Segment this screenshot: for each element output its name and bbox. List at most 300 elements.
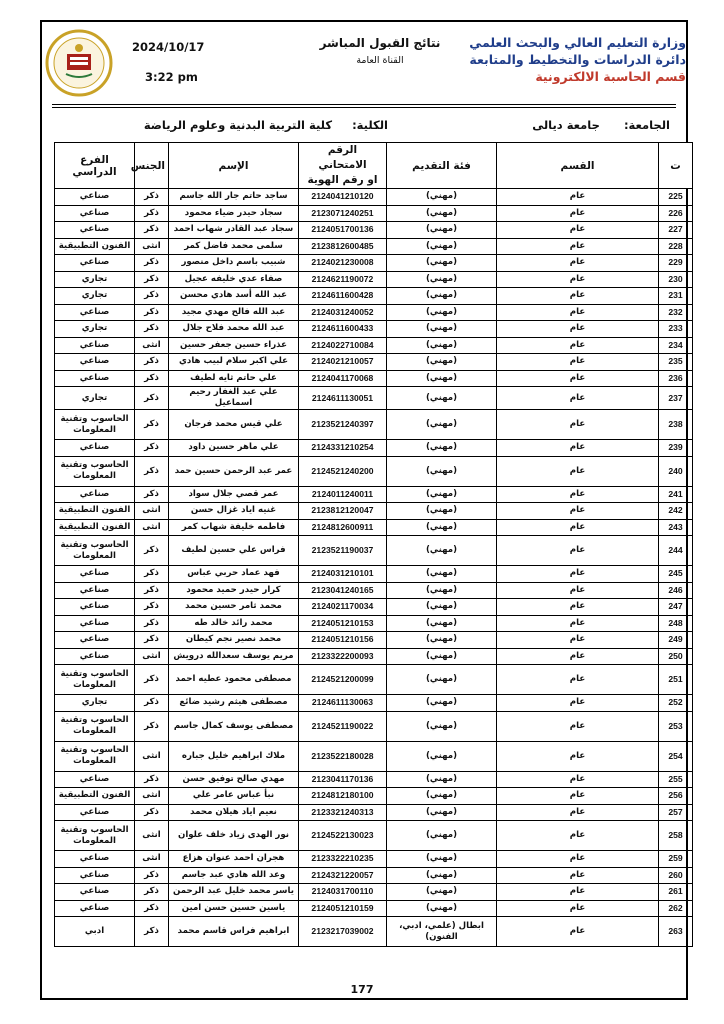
- cell-name: عمر قصي جلال سواد: [169, 486, 299, 503]
- table-row: [55, 189, 693, 206]
- cell-num: 233: [659, 321, 693, 338]
- cell-dept: عام: [497, 711, 659, 741]
- cell-dept: عام: [497, 741, 659, 771]
- cell-name: هجران احمد عنوان هزاع: [169, 851, 299, 868]
- cell-name: عذراء حسين جعفر حسين: [169, 337, 299, 354]
- col-header-dept: القسم: [497, 143, 659, 189]
- cell-branch: الحاسوب وتقنية المعلومات: [55, 665, 135, 695]
- cell-name: نور الهدى زياد خلف علوان: [169, 821, 299, 851]
- table-row: [55, 821, 693, 851]
- cell-name: غنيه اياد غزال حسن: [169, 503, 299, 520]
- cell-exam: 2124051700136: [299, 222, 387, 239]
- table-row: [55, 304, 693, 321]
- table-row: [55, 566, 693, 583]
- cell-num: 229: [659, 255, 693, 272]
- cell-branch: صناعي: [55, 615, 135, 632]
- cell-branch: صناعي: [55, 354, 135, 371]
- cell-gender: ذكر: [135, 884, 169, 901]
- cell-exam: 2124812600911: [299, 519, 387, 536]
- cell-name: مصطفى يوسف كمال جاسم: [169, 711, 299, 741]
- cell-name: سجاد حيدر ضياء محمود: [169, 205, 299, 222]
- document-title: نتائج القبول المباشر: [319, 36, 441, 50]
- cell-category: (مهني): [387, 582, 497, 599]
- cell-category: (مهني): [387, 387, 497, 410]
- cell-num: 252: [659, 695, 693, 712]
- cell-branch: صناعي: [55, 440, 135, 457]
- cell-branch: صناعي: [55, 804, 135, 821]
- cell-gender: انثى: [135, 503, 169, 520]
- cell-branch: صناعي: [55, 304, 135, 321]
- table-row: [55, 632, 693, 649]
- cell-branch: الفنون التطبيقية: [55, 519, 135, 536]
- cell-exam: 2124041210120: [299, 189, 387, 206]
- cell-category: (مهني): [387, 486, 497, 503]
- cell-dept: عام: [497, 632, 659, 649]
- university-label: الجامعة:: [623, 118, 670, 132]
- cell-category: (مهني): [387, 821, 497, 851]
- table-row: [55, 788, 693, 805]
- cell-dept: عام: [497, 354, 659, 371]
- table-row: [55, 884, 693, 901]
- cell-dept: عام: [497, 884, 659, 901]
- table-row: [55, 615, 693, 632]
- cell-category: (مهني): [387, 711, 497, 741]
- cell-num: 255: [659, 771, 693, 788]
- cell-dept: عام: [497, 503, 659, 520]
- ministry-header: [456, 34, 686, 85]
- cell-category: (مهني): [387, 238, 497, 255]
- cell-name: مصطفى محمود عطيه احمد: [169, 665, 299, 695]
- cell-gender: انثى: [135, 238, 169, 255]
- table-row: [55, 271, 693, 288]
- cell-branch: صناعي: [55, 648, 135, 665]
- cell-branch: تجاري: [55, 288, 135, 305]
- cell-name: فاطمه خليفة شهاب كمر: [169, 519, 299, 536]
- cell-category: (مهني): [387, 665, 497, 695]
- cell-exam: 2124021210057: [299, 354, 387, 371]
- cell-exam: 2124611600433: [299, 321, 387, 338]
- cell-exam: 2124022710084: [299, 337, 387, 354]
- cell-category: (مهني): [387, 741, 497, 771]
- cell-name: مهدي صالح توفيق حسن: [169, 771, 299, 788]
- cell-exam: 2124021170034: [299, 599, 387, 616]
- cell-dept: عام: [497, 304, 659, 321]
- cell-category: (مهني): [387, 804, 497, 821]
- table-row: [55, 582, 693, 599]
- cell-branch: صناعي: [55, 632, 135, 649]
- cell-num: 261: [659, 884, 693, 901]
- cell-category: (مهني): [387, 337, 497, 354]
- table-row: [55, 503, 693, 520]
- cell-num: 263: [659, 917, 693, 947]
- cell-name: علي قيس محمد فرجان: [169, 410, 299, 440]
- cell-name: عبد الله أسد هادي محسن: [169, 288, 299, 305]
- university-field: [532, 118, 670, 132]
- table-row: [55, 648, 693, 665]
- cell-num: 235: [659, 354, 693, 371]
- table-row: [55, 771, 693, 788]
- cell-dept: عام: [497, 566, 659, 583]
- cell-name: شبيب باسم داخل منصور: [169, 255, 299, 272]
- cell-gender: ذكر: [135, 354, 169, 371]
- channel-label: القناة العامة: [356, 55, 404, 66]
- cell-num: 234: [659, 337, 693, 354]
- college-value: كلية التربية البدنية وعلوم الرياضة: [143, 118, 333, 132]
- college-label: الكلية:: [352, 118, 388, 132]
- cell-branch: الحاسوب وتقنية المعلومات: [55, 456, 135, 486]
- cell-category: (مهني): [387, 599, 497, 616]
- cell-num: 246: [659, 582, 693, 599]
- table-row: [55, 851, 693, 868]
- cell-category: (مهني): [387, 632, 497, 649]
- cell-num: 247: [659, 599, 693, 616]
- cell-gender: ذكر: [135, 205, 169, 222]
- table-row: [55, 288, 693, 305]
- table-row: [55, 440, 693, 457]
- cell-dept: عام: [497, 900, 659, 917]
- table-row: [55, 519, 693, 536]
- cell-dept: عام: [497, 440, 659, 457]
- col-header-category: فئة التقديم: [387, 143, 497, 189]
- cell-exam: 2124611130063: [299, 695, 387, 712]
- cell-dept: عام: [497, 917, 659, 947]
- cell-gender: ذكر: [135, 771, 169, 788]
- ministry-logo: [44, 28, 114, 98]
- cell-branch: صناعي: [55, 771, 135, 788]
- cell-exam: 2124521190022: [299, 711, 387, 741]
- cell-branch: ادبي: [55, 917, 135, 947]
- cell-exam: 2124611600428: [299, 288, 387, 305]
- cell-dept: عام: [497, 867, 659, 884]
- cell-category: (مهني): [387, 503, 497, 520]
- cell-branch: تجاري: [55, 695, 135, 712]
- cell-branch: تجاري: [55, 387, 135, 410]
- cell-num: 242: [659, 503, 693, 520]
- cell-gender: انثى: [135, 741, 169, 771]
- table-row: [55, 536, 693, 566]
- cell-gender: ذكر: [135, 599, 169, 616]
- cell-gender: انثى: [135, 519, 169, 536]
- col-header-name: الإسم: [169, 143, 299, 189]
- cell-branch: الحاسوب وتقنية المعلومات: [55, 410, 135, 440]
- table-row: [55, 205, 693, 222]
- cell-name: كرار حيدر حميد محمود: [169, 582, 299, 599]
- cell-category: (مهني): [387, 222, 497, 239]
- cell-num: 236: [659, 370, 693, 387]
- cell-category: (مهني): [387, 271, 497, 288]
- cell-category: (مهني): [387, 440, 497, 457]
- cell-gender: ذكر: [135, 711, 169, 741]
- cell-exam: 2124331210254: [299, 440, 387, 457]
- cell-category: (مهني): [387, 788, 497, 805]
- cell-num: 243: [659, 519, 693, 536]
- cell-dept: عام: [497, 205, 659, 222]
- cell-gender: ذكر: [135, 387, 169, 410]
- table-row: [55, 804, 693, 821]
- cell-num: 237: [659, 387, 693, 410]
- cell-name: صفاء عدي خليفه عجيل: [169, 271, 299, 288]
- cell-branch: صناعي: [55, 599, 135, 616]
- cell-gender: ذكر: [135, 304, 169, 321]
- col-header-branch: الفرع الدراسي: [55, 143, 135, 189]
- cell-exam: 2123521190037: [299, 536, 387, 566]
- cell-dept: عام: [497, 486, 659, 503]
- cell-dept: عام: [497, 370, 659, 387]
- cell-num: 245: [659, 566, 693, 583]
- cell-exam: 2124521240200: [299, 456, 387, 486]
- table-row: [55, 222, 693, 239]
- cell-num: 260: [659, 867, 693, 884]
- cell-exam: 2124812180100: [299, 788, 387, 805]
- cell-exam: 2124522130023: [299, 821, 387, 851]
- page-number: 177: [350, 983, 374, 996]
- cell-exam: 2124021230008: [299, 255, 387, 272]
- cell-dept: عام: [497, 321, 659, 338]
- cell-gender: ذكر: [135, 695, 169, 712]
- cell-dept: عام: [497, 615, 659, 632]
- cell-category: (مهني): [387, 851, 497, 868]
- cell-gender: ذكر: [135, 900, 169, 917]
- cell-name: محمد ثامر حسين محمد: [169, 599, 299, 616]
- cell-dept: عام: [497, 599, 659, 616]
- cell-branch: صناعي: [55, 189, 135, 206]
- cell-num: 249: [659, 632, 693, 649]
- cell-exam: 2123812120047: [299, 503, 387, 520]
- cell-branch: الحاسوب وتقنية المعلومات: [55, 711, 135, 741]
- cell-name: محمد نصير نجم كيطان: [169, 632, 299, 649]
- table-row: [55, 321, 693, 338]
- cell-name: ملاك ابراهيم خليل جباره: [169, 741, 299, 771]
- table-row: [55, 741, 693, 771]
- cell-gender: ذكر: [135, 321, 169, 338]
- cell-gender: ذكر: [135, 632, 169, 649]
- cell-exam: 2124611130051: [299, 387, 387, 410]
- cell-branch: الفنون التطبيقية: [55, 788, 135, 805]
- cell-dept: عام: [497, 851, 659, 868]
- cell-category: (مهني): [387, 410, 497, 440]
- cell-dept: عام: [497, 337, 659, 354]
- cell-branch: صناعي: [55, 370, 135, 387]
- cell-branch: تجاري: [55, 271, 135, 288]
- cell-category: (مهني): [387, 456, 497, 486]
- cell-category: (مهني): [387, 519, 497, 536]
- ministry-name: وزارة التعليم العالي والبحث العلمي: [469, 35, 686, 50]
- cell-gender: ذكر: [135, 867, 169, 884]
- cell-name: مريم يوسف سعدالله درويش: [169, 648, 299, 665]
- cell-exam: 2124521200099: [299, 665, 387, 695]
- cell-dept: عام: [497, 189, 659, 206]
- cell-name: ساجد حاتم جار الله جاسم: [169, 189, 299, 206]
- cell-dept: عام: [497, 288, 659, 305]
- cell-num: 227: [659, 222, 693, 239]
- cell-branch: صناعي: [55, 222, 135, 239]
- cell-category: (مهني): [387, 304, 497, 321]
- col-header-exam: الرقم الامتحاني او رقم الهوية: [299, 143, 387, 189]
- cell-gender: انثى: [135, 788, 169, 805]
- cell-gender: ذكر: [135, 255, 169, 272]
- cell-exam: 2124011240011: [299, 486, 387, 503]
- cell-exam: 2124031210101: [299, 566, 387, 583]
- directorate-name: دائرة الدراسات والتخطيط والمتابعة: [469, 52, 686, 67]
- cell-dept: عام: [497, 648, 659, 665]
- cell-exam: 2123522180028: [299, 741, 387, 771]
- cell-dept: عام: [497, 519, 659, 536]
- cell-num: 231: [659, 288, 693, 305]
- cell-num: 254: [659, 741, 693, 771]
- cell-dept: عام: [497, 238, 659, 255]
- cell-num: 239: [659, 440, 693, 457]
- cell-dept: عام: [497, 821, 659, 851]
- cell-num: 240: [659, 456, 693, 486]
- cell-num: 228: [659, 238, 693, 255]
- cell-gender: ذكر: [135, 288, 169, 305]
- header-divider-bottom: [52, 107, 676, 108]
- table-row: [55, 337, 693, 354]
- cell-num: 225: [659, 189, 693, 206]
- table-row: [55, 900, 693, 917]
- cell-gender: ذكر: [135, 536, 169, 566]
- cell-num: 241: [659, 486, 693, 503]
- cell-exam: 2123071240251: [299, 205, 387, 222]
- cell-branch: الحاسوب وتقنية المعلومات: [55, 821, 135, 851]
- cell-name: علي ماهر حسين داود: [169, 440, 299, 457]
- cell-branch: تجاري: [55, 321, 135, 338]
- table-row: [55, 867, 693, 884]
- cell-name: عبد الله فالح مهدي مجيد: [169, 304, 299, 321]
- cell-exam: 2123217039002: [299, 917, 387, 947]
- table-row: [55, 238, 693, 255]
- cell-category: (مهني): [387, 566, 497, 583]
- cell-category: (مهني): [387, 771, 497, 788]
- cell-category: (مهني): [387, 648, 497, 665]
- cell-branch: صناعي: [55, 867, 135, 884]
- cell-name: فهد عماد حربي عباس: [169, 566, 299, 583]
- cell-gender: ذكر: [135, 370, 169, 387]
- cell-num: 250: [659, 648, 693, 665]
- cell-branch: الفنون التطبيقية: [55, 238, 135, 255]
- cell-name: سلمى محمد فاضل كمر: [169, 238, 299, 255]
- cell-branch: صناعي: [55, 337, 135, 354]
- cell-category: (مهني): [387, 205, 497, 222]
- cell-gender: ذكر: [135, 582, 169, 599]
- college-field: [144, 118, 388, 132]
- print-date: 2024/10/17: [132, 40, 205, 54]
- cell-branch: صناعي: [55, 582, 135, 599]
- cell-dept: عام: [497, 582, 659, 599]
- cell-gender: ذكر: [135, 456, 169, 486]
- cell-exam: 2124041170068: [299, 370, 387, 387]
- cell-category: (مهني): [387, 536, 497, 566]
- cell-category: (مهني): [387, 255, 497, 272]
- cell-exam: 2123041170136: [299, 771, 387, 788]
- cell-branch: صناعي: [55, 851, 135, 868]
- cell-branch: صناعي: [55, 884, 135, 901]
- cell-gender: ذكر: [135, 222, 169, 239]
- cell-name: عمر عبد الرحمن حسين حمد: [169, 456, 299, 486]
- cell-dept: عام: [497, 222, 659, 239]
- cell-gender: ذكر: [135, 615, 169, 632]
- department-name: قسم الحاسبة الالكترونية: [535, 69, 686, 84]
- cell-category: (مهني): [387, 321, 497, 338]
- cell-exam: 2123322200093: [299, 648, 387, 665]
- cell-num: 258: [659, 821, 693, 851]
- cell-branch: الحاسوب وتقنية المعلومات: [55, 536, 135, 566]
- cell-exam: 2124031700110: [299, 884, 387, 901]
- cell-exam: 2123321240313: [299, 804, 387, 821]
- cell-num: 256: [659, 788, 693, 805]
- cell-name: عبد الله محمد فلاح جلال: [169, 321, 299, 338]
- table-row: [55, 255, 693, 272]
- cell-gender: انثى: [135, 821, 169, 851]
- cell-dept: عام: [497, 695, 659, 712]
- header-divider-top: [52, 104, 676, 105]
- cell-name: ياسين حسين حسن امين: [169, 900, 299, 917]
- table-row: [55, 456, 693, 486]
- cell-num: 232: [659, 304, 693, 321]
- col-header-gender: الجنس: [135, 143, 169, 189]
- cell-exam: 2123521240397: [299, 410, 387, 440]
- table-row: [55, 370, 693, 387]
- cell-name: سجاد عبد القادر شهاب احمد: [169, 222, 299, 239]
- cell-category: (مهني): [387, 354, 497, 371]
- cell-exam: 2124031240052: [299, 304, 387, 321]
- table-row: [55, 917, 693, 947]
- university-value: جامعة ديالى: [532, 118, 600, 132]
- table-row: [55, 486, 693, 503]
- cell-dept: عام: [497, 665, 659, 695]
- cell-gender: انثى: [135, 648, 169, 665]
- cell-exam: 2123041240165: [299, 582, 387, 599]
- cell-exam: 2123322210235: [299, 851, 387, 868]
- cell-branch: صناعي: [55, 486, 135, 503]
- cell-num: 251: [659, 665, 693, 695]
- cell-name: علي اكبر سلام لبيب هادي: [169, 354, 299, 371]
- cell-exam: 2124621190072: [299, 271, 387, 288]
- table-row: [55, 695, 693, 712]
- cell-num: 257: [659, 804, 693, 821]
- cell-gender: ذكر: [135, 440, 169, 457]
- cell-num: 253: [659, 711, 693, 741]
- cell-name: علي حاتم ثايه لطيف: [169, 370, 299, 387]
- cell-exam: 2123812600485: [299, 238, 387, 255]
- cell-gender: ذكر: [135, 917, 169, 947]
- cell-branch: صناعي: [55, 900, 135, 917]
- cell-num: 259: [659, 851, 693, 868]
- print-time: 3:22 pm: [145, 70, 198, 84]
- cell-category: (مهني): [387, 884, 497, 901]
- cell-gender: ذكر: [135, 271, 169, 288]
- cell-branch: صناعي: [55, 205, 135, 222]
- cell-dept: عام: [497, 255, 659, 272]
- table-row: [55, 410, 693, 440]
- cell-gender: ذكر: [135, 410, 169, 440]
- table-row: [55, 387, 693, 410]
- cell-name: ابراهيم فراس قاسم محمد: [169, 917, 299, 947]
- cell-category: (مهني): [387, 370, 497, 387]
- cell-dept: عام: [497, 771, 659, 788]
- cell-category: ابطال (علمي، ادبي، الفنون): [387, 917, 497, 947]
- cell-category: (مهني): [387, 189, 497, 206]
- cell-category: (مهني): [387, 867, 497, 884]
- cell-name: وعد الله هادي عبد جاسم: [169, 867, 299, 884]
- cell-name: نعيم اياد هيلان محمد: [169, 804, 299, 821]
- cell-exam: 2124051210156: [299, 632, 387, 649]
- cell-dept: عام: [497, 456, 659, 486]
- cell-branch: الحاسوب وتقنية المعلومات: [55, 741, 135, 771]
- cell-category: (مهني): [387, 900, 497, 917]
- table-row: [55, 354, 693, 371]
- cell-dept: عام: [497, 788, 659, 805]
